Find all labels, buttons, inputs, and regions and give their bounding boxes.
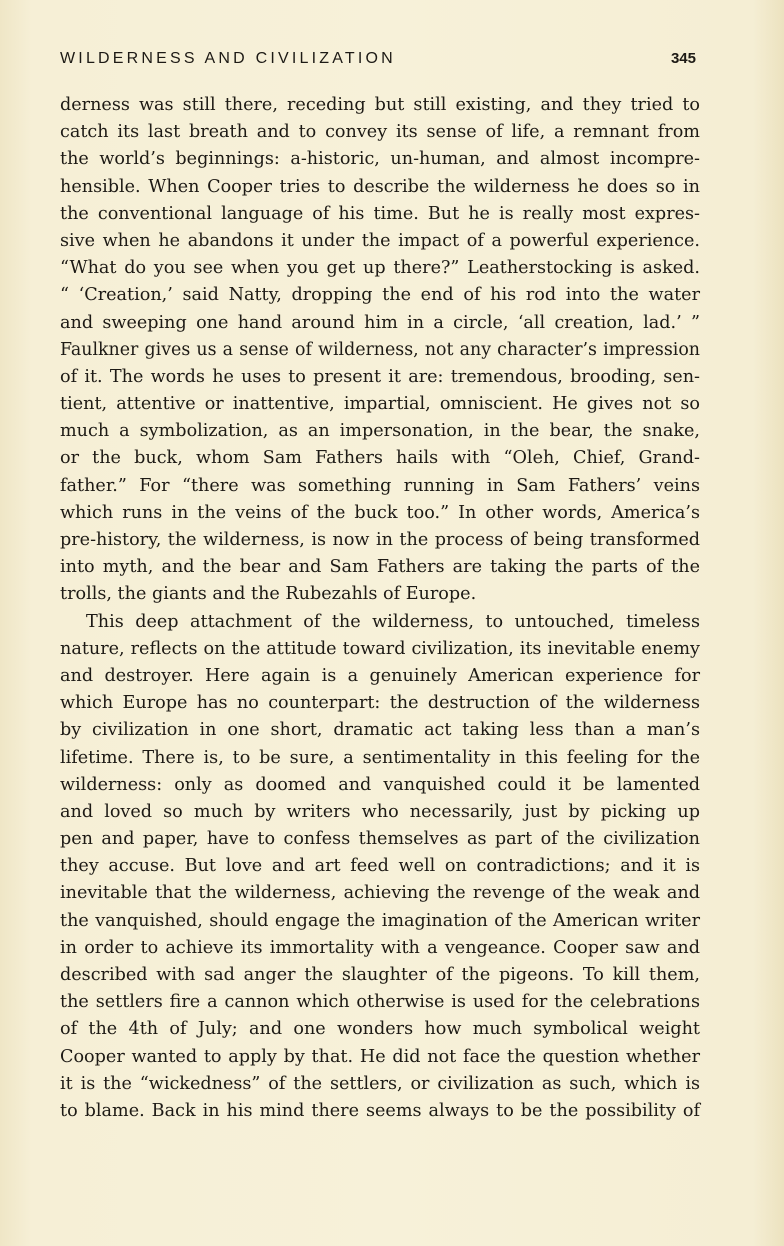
text-line: This deep attachment of the wilderness, to untouched, timeless <box>86 611 700 632</box>
body-text <box>60 92 700 1125</box>
text-line: they accuse. But love and art feed well on contradictions; and it is <box>60 856 700 877</box>
text-line: of it. The words he uses to present it are: tremendous, brooding, sen- <box>60 366 700 387</box>
text-line: father.” For “there was something running in Sam Fathers’ veins <box>60 475 700 496</box>
text-line: Faulkner gives us a sense of wilderness, not any character’s impression <box>60 339 700 360</box>
text-line: which Europe has no counterpart: the destruction of the wilderness <box>60 693 700 714</box>
text-line: and destroyer. Here again is a genuinely American experience for <box>60 665 700 686</box>
text-line: “What do you see when you get up there?” Leatherstocking is asked. <box>60 258 700 279</box>
paragraph-1 <box>60 92 700 609</box>
text-line: or the buck, whom Sam Fathers hails with “Oleh, Chief, Grand- <box>60 448 700 469</box>
text-line: and sweeping one hand around him in a circle, ‘all creation, lad.’ ” <box>60 312 700 333</box>
text-line: “ ‘Creation,’ said Natty, dropping the end of his rod into the water <box>60 285 700 306</box>
text-line: which runs in the veins of the buck too.” In other words, America’s <box>60 502 700 523</box>
text-line: the settlers fire a cannon which otherwise is used for the celebrations <box>60 992 700 1013</box>
text-line: lifetime. There is, to be sure, a sentimentality in this feeling for the <box>60 747 700 768</box>
text-line: of the 4th of July; and one wonders how much symbolical weight <box>60 1019 700 1040</box>
text-line: sive when he abandons it under the impact of a powerful experience. <box>60 230 700 251</box>
paragraph-2 <box>60 609 700 1126</box>
text-line: inevitable that the wilderness, achieving the revenge of the weak and <box>60 883 700 904</box>
text-line: the conventional language of his time. But he is really most expres- <box>60 203 700 224</box>
text-line: pen and paper, have to confess themselves as part of the civilization <box>60 829 700 850</box>
text-line: and loved so much by writers who necessarily, just by picking up <box>60 801 700 822</box>
text-line: to blame. Back in his mind there seems always to be the possibility of <box>60 1100 700 1121</box>
text-line: trolls, the giants and the Rubezahls of Europe. <box>60 584 477 605</box>
text-line: described with sad anger the slaughter of the pigeons. To kill them, <box>60 965 700 985</box>
text-line: tient, attentive or inattentive, impartial, omniscient. He gives not so <box>60 394 700 415</box>
running-head: WILDERNESS AND CIVILIZATION <box>60 50 396 67</box>
text-line: by civilization in one short, dramatic act taking less than a man’s <box>60 720 700 741</box>
text-line: pre-history, the wilderness, is now in the process of being transformed <box>60 530 700 550</box>
text-line: hensible. When Cooper tries to describe the wilderness he does so in <box>60 176 700 197</box>
text-line: nature, reflects on the attitude toward civilization, its inevitable enemy <box>60 638 700 659</box>
text-line: the vanquished, should engage the imagination of the American writer <box>60 910 700 931</box>
text-line: the world’s beginnings: a-historic, un-human, and almost incompre- <box>60 149 700 170</box>
text-line: in order to achieve its immortality with a vengeance. Cooper saw and <box>60 937 700 958</box>
text-line: catch its last breath and to convey its sense of life, a remnant from <box>60 122 700 143</box>
page-header <box>60 50 700 70</box>
text-line: much a symbolization, as an impersonation, in the bear, the snake, <box>60 421 700 442</box>
page-number: 345 <box>670 50 696 67</box>
text-line: it is the “wickedness” of the settlers, or civilization as such, which is <box>60 1073 700 1094</box>
text-line: derness was still there, receding but still existing, and they tried to <box>60 95 700 115</box>
text-line: wilderness: only as doomed and vanquished could it be lamented <box>60 774 700 795</box>
text-line: into myth, and the bear and Sam Fathers are taking the parts of the <box>60 557 700 578</box>
text-line: Cooper wanted to apply by that. He did not face the question whether <box>60 1046 700 1067</box>
